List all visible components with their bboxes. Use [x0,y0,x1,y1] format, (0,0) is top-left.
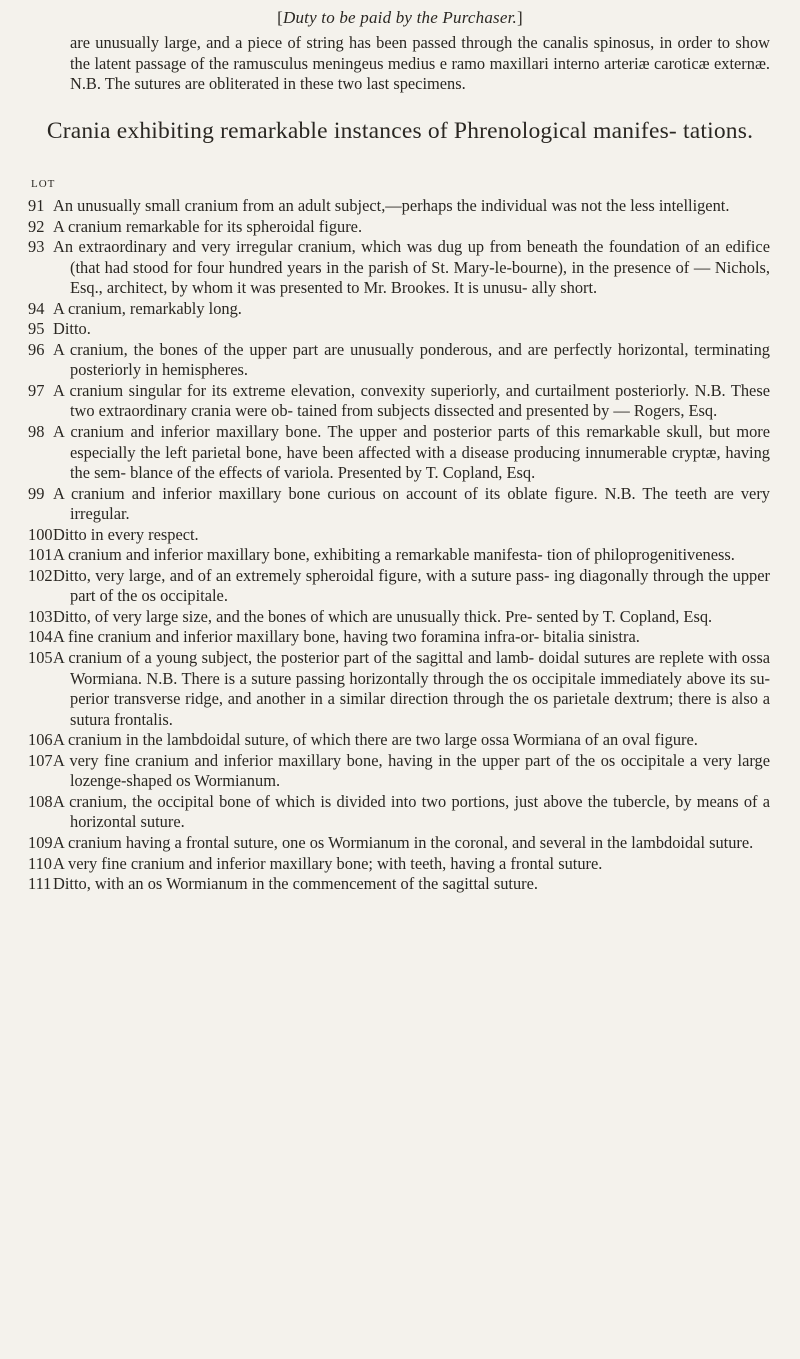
lot-entry [0,525,800,546]
lot-description: A cranium, the bones of the upper part are unusually ponderous, and are perfectly horizontal, terminating posteriorly in hemispheres. [53,339,770,380]
section-title: Crania exhibiting remarkable instances of Phrenological manifes- tations. [46,118,754,144]
lot-entry [0,484,800,525]
lot-description: A cranium, remarkably long. [53,298,242,318]
lot-number: 104 [28,627,53,647]
lot-description: Ditto. [53,319,91,339]
lot-number: 105 [28,648,53,668]
lot-number: 100 [28,524,53,544]
lot-description: A very fine cranium and inferior maxillary bone; with teeth, having a frontal suture. [53,853,603,873]
lot-description: A cranium, the occipital bone of which is divided into two portions, just above the tubercle, by means of a horizontal suture. [53,791,770,832]
lot-entry [0,854,800,875]
lot-number: 92 [28,216,45,236]
lot-entry [0,237,800,299]
lot-number: 99 [28,483,45,503]
lot-description: A cranium and inferior maxillary bone curious on account of its oblate figure. N.B. The teeth are very irregular. [53,483,770,524]
lot-entry [0,422,800,484]
lot-entry [0,751,800,792]
lot-description: Ditto, very large, and of an extremely spheroidal figure, with a suture pass- ing diagonally through the upper part of the os occipitale. [53,565,770,606]
lot-entry [0,340,800,381]
lot-number: 108 [28,791,53,811]
lot-number: 106 [28,730,53,750]
lot-description: A fine cranium and inferior maxillary bone, having two foramina infra-or- bitalia sinistra. [53,627,640,647]
lot-entry [0,627,800,648]
lot-entry [0,545,800,566]
lot-column-label: LOT [31,178,56,190]
lot-number: 98 [28,422,45,442]
lot-entry [0,217,800,238]
lot-description: A cranium remarkable for its spheroidal figure. [53,216,363,236]
running-head: [Duty to be paid by the Purchaser.] [277,8,523,27]
lot-entry [0,196,800,217]
lot-description: A cranium in the lambdoidal suture, of which there are two large ossa Wormiana of an oval figure. [53,730,698,750]
lot-number: 93 [28,237,45,257]
lot-number: 102 [28,565,53,585]
lot-entry [0,833,800,854]
lot-entry [0,299,800,320]
lot-entry [0,607,800,628]
lot-number: 103 [28,606,53,626]
lot-number: 109 [28,832,53,852]
lot-number: 94 [28,298,45,318]
lot-list [0,196,800,895]
lot-entry [0,381,800,422]
lot-description: A cranium and inferior maxillary bone. The upper and posterior parts of this remarkable skull, but more especially the left parietal bone, have been affected with a disease producing innumerable cryptæ, having the sem- blance of the effects of variola. Presented by T. Copland, Esq. [53,422,770,483]
lot-entry [0,792,800,833]
lot-description: An unusually small cranium from an adult subject,—perhaps the individual was not the less intelligent. [53,196,730,215]
lot-description: An extraordinary and very irregular cranium, which was dug up from beneath the foundation of an edifice (that had stood for four hundred years in the parish of St. Mary-le-bourne), in the presence of — Nichols, Esq., architect, by whom it was presented to Mr. Brookes. It is unusu- ally short. [53,237,770,298]
intro-paragraph: are unusually large, and a piece of string has been passed through the canalis spinosus, in order to show the latent passage of the ramusculus meningeus medius e ramo maxillari interno arteriæ caroticæ externæ. N.B. The sutures are obliterated in these two last specimens. [70,33,770,93]
lot-description: Ditto in every respect. [53,524,199,544]
lot-entry [0,566,800,607]
lot-description: A cranium of a young subject, the posterior part of the sagittal and lamb- doidal sutures are replete with ossa Wormiana. N.B. There is a suture passing horizontally through the os occipitale immediately above its su- perior transverse ridge, and another in a similar direction through the os parietale dextrum; there is also a sutura frontalis. [53,648,770,729]
lot-description: A cranium having a frontal suture, one os Wormianum in the coronal, and several in the lambdoidal suture. [53,832,754,852]
lot-number: 111 [28,874,52,894]
lot-number: 110 [28,853,52,873]
lot-description: Ditto, of very large size, and the bones of which are unusually thick. Pre- sented by T. Copland, Esq. [53,606,713,626]
lot-number: 95 [28,319,45,339]
lot-entry [0,730,800,751]
lot-entry [0,648,800,730]
lot-description: A cranium singular for its extreme elevation, convexity superiorly, and curtailment posteriorly. N.B. These two extraordinary crania were ob- tained from subjects dissected and presented by — Rogers, Esq. [53,380,770,421]
lot-number: 96 [28,339,45,359]
lot-number: 107 [28,750,53,770]
lot-entry [0,874,800,895]
lot-number: 91 [28,196,45,215]
lot-description: Ditto, with an os Wormianum in the commencement of the sagittal suture. [53,874,538,894]
lot-number: 97 [28,380,45,400]
lot-entry [0,319,800,340]
lot-description: A very fine cranium and inferior maxillary bone, having in the upper part of the os occipitale a very large lozenge-shaped os Wormianum. [53,750,770,791]
lot-description: A cranium and inferior maxillary bone, exhibiting a remarkable manifesta- tion of philoprogenitiveness. [53,545,735,565]
lot-number: 101 [28,545,53,565]
